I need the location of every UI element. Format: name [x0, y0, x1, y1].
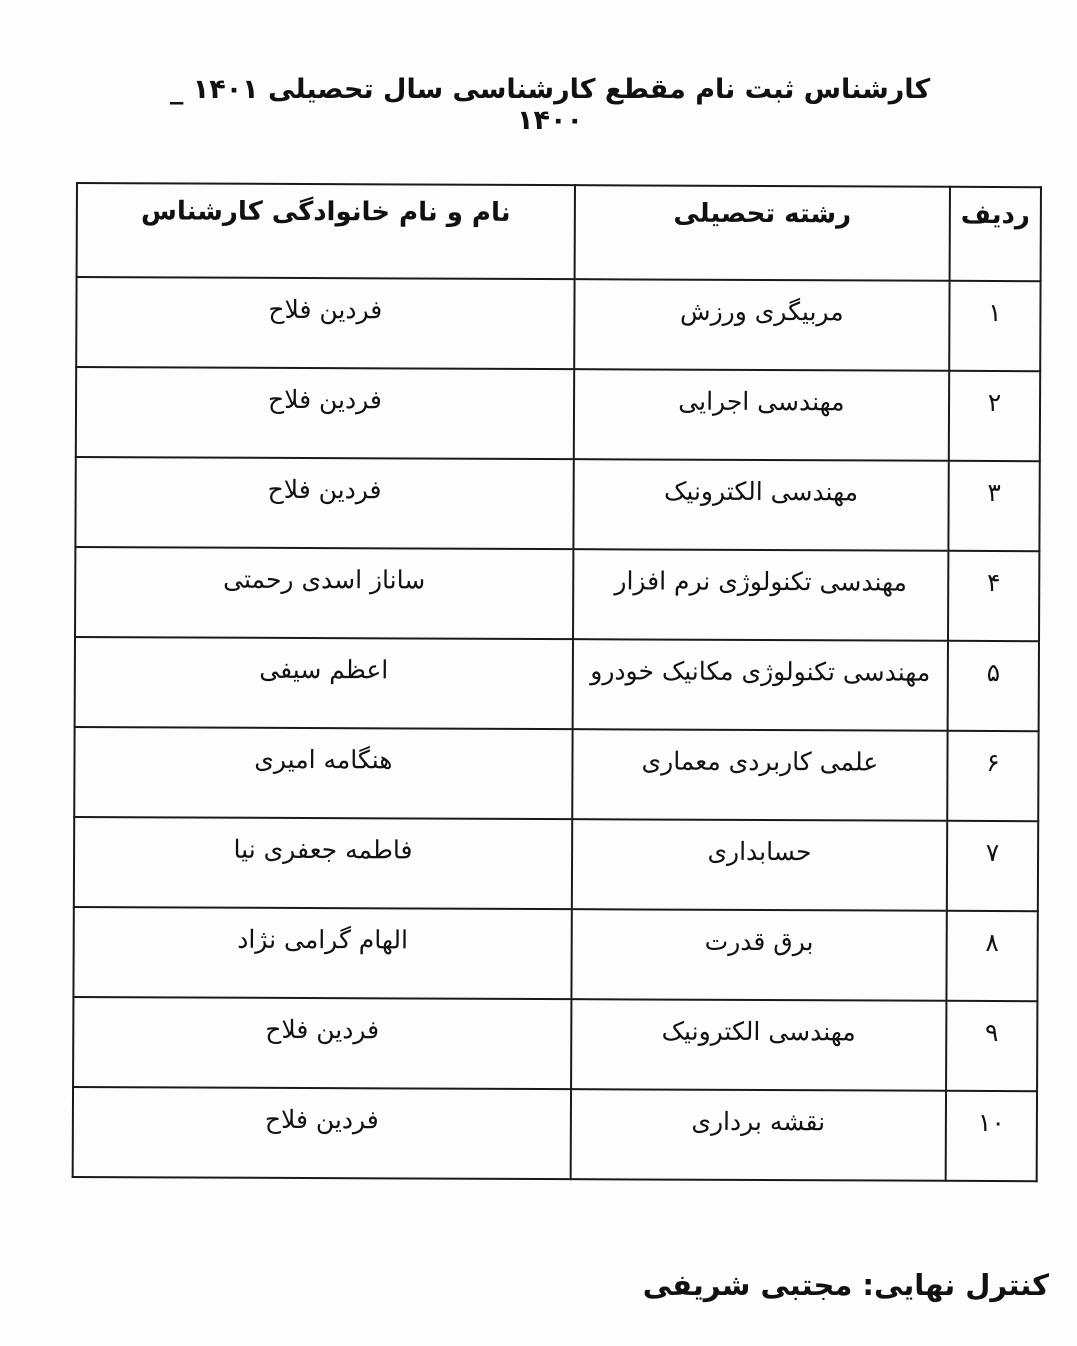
header-field-of-study: رشته تحصیلی — [574, 185, 949, 281]
row-number: ۱ — [949, 281, 1040, 371]
table-row — [75, 457, 1039, 551]
table-row — [73, 997, 1037, 1091]
row-number: ۱۰ — [946, 1091, 1037, 1181]
field-of-study: مهندسی تکنولوژی مکانیک خودرو — [572, 639, 947, 731]
header-expert-name: نام و نام خانوادگی کارشناس — [77, 183, 575, 279]
table-header-row — [77, 183, 1041, 281]
table-row — [74, 727, 1038, 821]
expert-name: فردین فلاح — [76, 367, 574, 459]
table-row — [76, 277, 1040, 371]
row-number: ۴ — [948, 551, 1039, 641]
table-row — [75, 547, 1039, 641]
expert-name: فردین فلاح — [76, 277, 574, 369]
row-number: ۲ — [949, 371, 1040, 461]
field-of-study: مهندسی الکترونیک — [573, 459, 948, 551]
row-number: ۷ — [947, 821, 1038, 911]
header-row-number: ردیف — [950, 187, 1041, 281]
field-of-study: مربیگری ورزش — [574, 279, 949, 371]
field-of-study: نقشه برداری — [571, 1089, 946, 1181]
table-row — [74, 817, 1038, 911]
expert-name: هنگامه امیری — [74, 727, 572, 819]
table-row — [73, 1087, 1037, 1181]
expert-name: فردین فلاح — [73, 1087, 571, 1179]
row-number: ۶ — [947, 731, 1038, 821]
expert-name: الهام گرامی نژاد — [73, 907, 571, 999]
field-of-study: مهندسی تکنولوژی نرم افزار — [573, 549, 948, 641]
document-title: کارشناس ثبت نام مقطع کارشناسی سال تحصیلی ۱۴۰۱ _ ۱۴۰۰ — [169, 74, 931, 136]
expert-name: فردین فلاح — [73, 997, 571, 1089]
table-row — [76, 367, 1040, 461]
registration-experts-table — [72, 182, 1042, 1182]
row-number: ۸ — [946, 911, 1037, 1001]
field-of-study: مهندسی اجرایی — [574, 369, 949, 461]
table-row — [73, 907, 1037, 1001]
expert-name: ساناز اسدی رحمتی — [75, 547, 573, 639]
row-number: ۵ — [948, 641, 1039, 731]
expert-name: فاطمه جعفری نیا — [74, 817, 572, 909]
field-of-study: مهندسی الکترونیک — [571, 999, 946, 1091]
field-of-study: برق قدرت — [571, 909, 946, 1001]
field-of-study: علمی کاربردی معماری — [572, 729, 947, 821]
expert-name: اعظم سیفی — [75, 637, 573, 729]
field-of-study: حسابداری — [572, 819, 947, 911]
final-control-signoff: کنترل نهایی: مجتبی شریفی — [642, 1268, 1049, 1302]
table-row — [75, 637, 1039, 731]
row-number: ۹ — [946, 1001, 1037, 1091]
row-number: ۳ — [948, 461, 1039, 551]
expert-name: فردین فلاح — [75, 457, 573, 549]
